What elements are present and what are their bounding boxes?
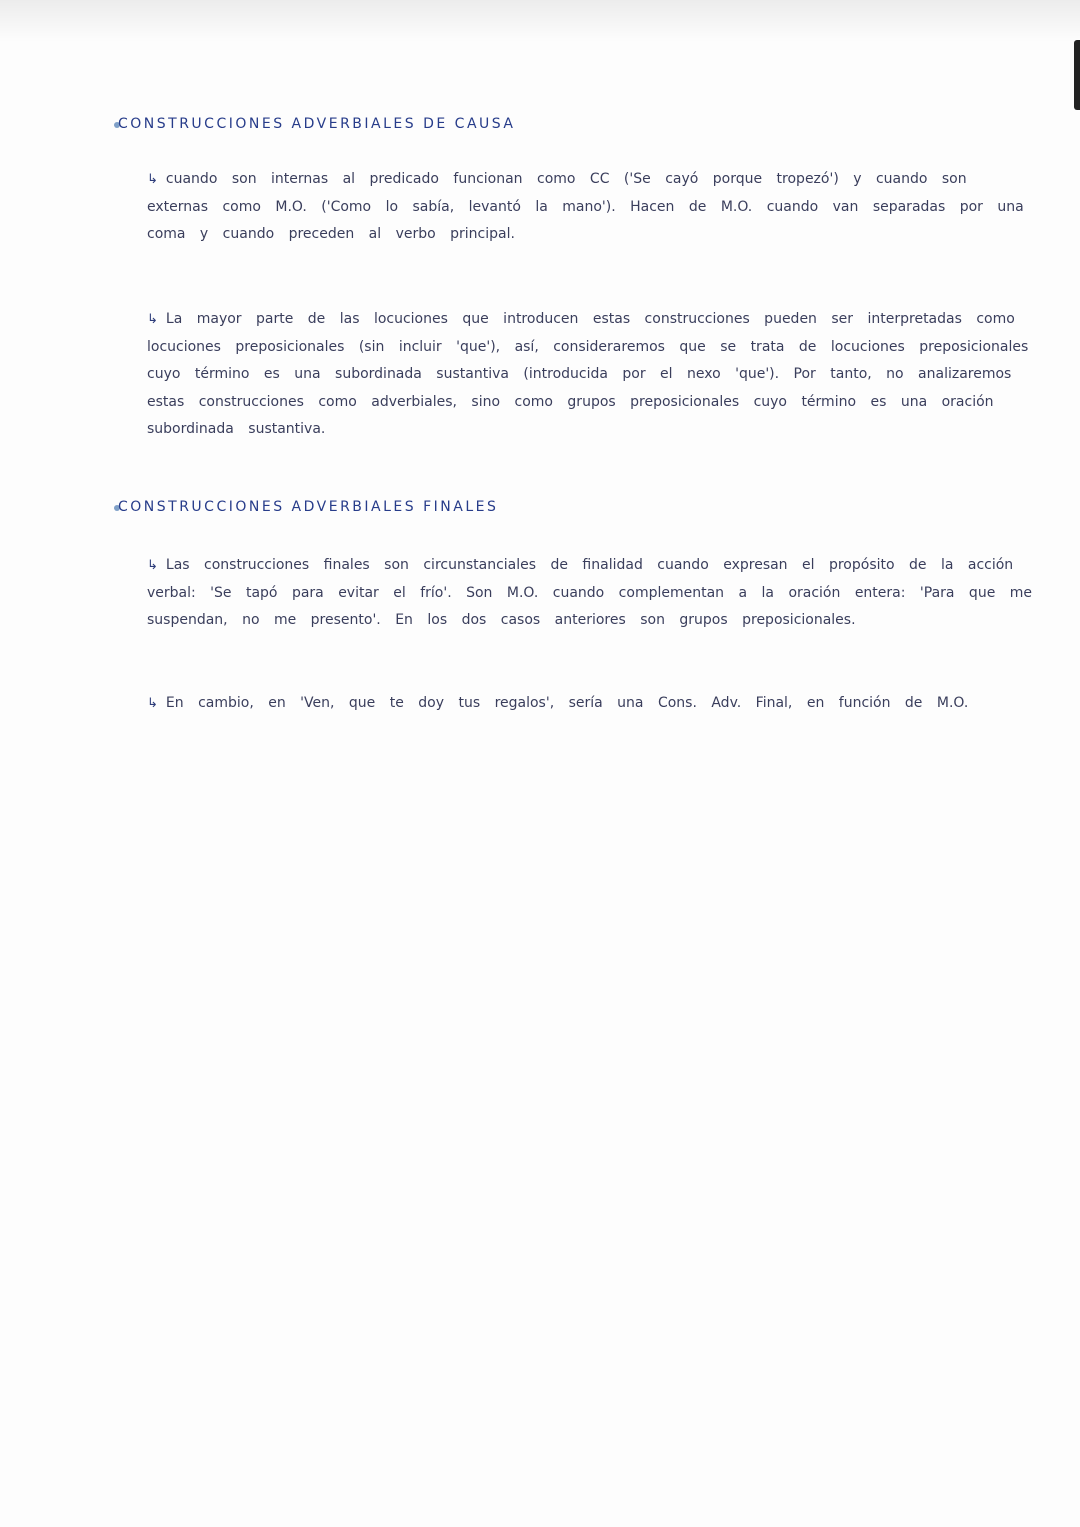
paragraph-finales-1 (147, 552, 1037, 635)
curved-arrow-icon: ↳ (147, 558, 158, 573)
curved-arrow-icon: ↳ (147, 696, 158, 711)
paragraph-causa-1 (147, 166, 1037, 249)
curved-arrow-icon: ↳ (147, 172, 158, 187)
paragraph-text: En cambio, en 'Ven, que te doy tus regalos', sería una Cons. Adv. Final, en función de M.O. (165, 695, 969, 711)
paragraph-text: cuando son internas al predicado funcionan como CC ('Se cayó porque tropezó') y cuando son externas como M.O. ('Como lo sabía, levantó la mano'). Hacen de M.O. cuando van separadas por una coma y cuando preceden al verbo principal. (147, 171, 1024, 242)
paragraph-text: Las construcciones finales son circunstanciales de finalidad cuando expresan el propósito de la acción verbal: 'Se tapó para evitar el frío'. Son M.O. cuando complementan a la oración entera: 'Para que me suspendan, no me presento'. En los dos casos anteriores son grupos preposicionales. (147, 557, 1033, 628)
paragraph-finales-2 (147, 690, 1037, 718)
section-heading-finales: CONSTRUCCIONES ADVERBIALES FINALES (118, 499, 499, 515)
paragraph-text: La mayor parte de las locuciones que introducen estas construcciones pueden ser interpretadas como locuciones preposicionales (sin incluir 'que'), así, consideraremos que se trata de locuciones preposicionales cuyo término es una subordinada sustantiva (introducida por el nexo 'que'). Por tanto, no analizaremos estas construcciones como adverbiales, sino como grupos preposicionales cuyo término es una oración subordinada sustantiva. (147, 311, 1029, 437)
section-heading-causa: CONSTRUCCIONES ADVERBIALES DE CAUSA (118, 116, 516, 132)
curved-arrow-icon: ↳ (147, 312, 158, 327)
paragraph-causa-2 (147, 306, 1037, 444)
